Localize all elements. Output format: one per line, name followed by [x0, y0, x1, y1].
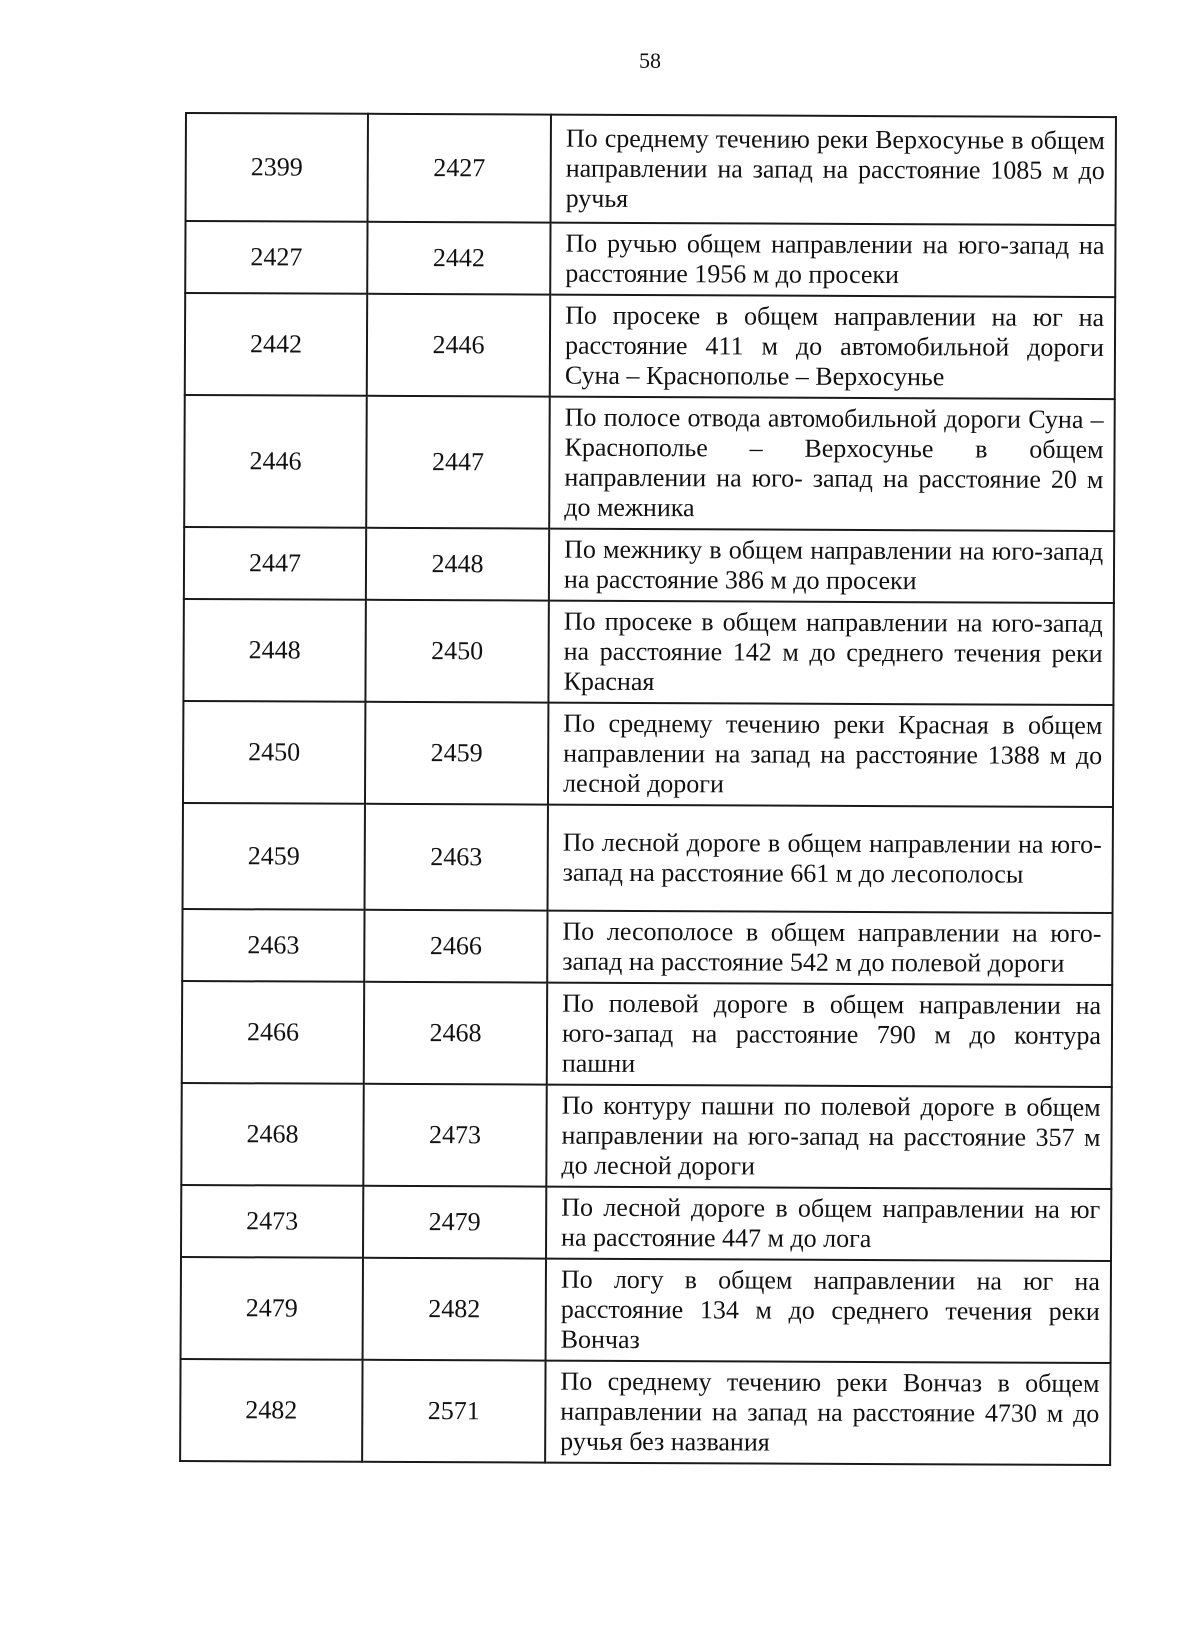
point-to-cell: 2459 — [365, 702, 548, 805]
point-to-cell: 2442 — [367, 222, 550, 295]
boundary-description-cell: По контуру пашни по полевой дороге в общем направлении на юго-запад на расстояние 357 м до лесной дороги — [546, 1085, 1111, 1189]
point-from-cell: 2479 — [181, 1257, 363, 1360]
point-to-cell: 2463 — [365, 804, 548, 911]
point-to-cell: 2427 — [368, 114, 551, 223]
point-to-cell: 2446 — [367, 294, 550, 397]
boundary-description-cell: По среднему течению реки Красная в общем направлении на запад на расстояние 1388 м до лесной дороги — [548, 703, 1113, 807]
boundary-description-cell: По полосе отвода автомобильной дороги Суна – Краснополье – Верхосунье в общем направлении на юго- запад на расстояние 20 м до межника — [549, 397, 1115, 531]
point-from-cell: 2482 — [180, 1359, 362, 1462]
table-row — [182, 981, 1112, 1087]
table-row — [183, 803, 1113, 913]
boundary-table — [179, 112, 1117, 1466]
boundary-description-cell: По среднему течению реки Вончаз в общем направлении на запад на расстояние 4730 м до ручья без названия — [545, 1361, 1110, 1465]
boundary-description-cell: По межнику в общем направлении на юго-запад на расстояние 386 м до просеки — [549, 529, 1114, 603]
table-row — [186, 113, 1116, 225]
point-from-cell: 2463 — [182, 909, 364, 982]
table-row — [184, 527, 1114, 603]
point-from-cell: 2468 — [181, 1083, 363, 1186]
boundary-description-cell: По просеке в общем направлении на юг на расстояние 411 м до автомобильной дороги Суна – Краснополье – Верхосунье — [550, 295, 1115, 399]
boundary-description-cell: По просеке в общем направлении на юго-запад на расстояние 142 м до среднего течения реки Красная — [548, 601, 1113, 705]
point-from-cell: 2448 — [183, 599, 365, 702]
table-row — [181, 1185, 1111, 1261]
point-to-cell: 2473 — [363, 1084, 546, 1187]
boundary-description-cell: По ручью общем направлении на юго-запад на расстояние 1956 м до просеки — [550, 223, 1115, 297]
point-from-cell: 2442 — [185, 293, 367, 396]
point-from-cell: 2447 — [184, 527, 366, 600]
table-row — [184, 395, 1115, 531]
table-row — [181, 1083, 1111, 1189]
table-row — [180, 1359, 1110, 1465]
point-from-cell: 2427 — [185, 221, 367, 294]
point-from-cell: 2450 — [183, 701, 365, 804]
table-row — [182, 909, 1112, 985]
point-to-cell: 2571 — [362, 1360, 545, 1463]
point-to-cell: 2468 — [364, 982, 547, 1085]
point-to-cell: 2447 — [366, 396, 550, 529]
point-to-cell: 2450 — [365, 600, 548, 703]
page-number: 58 — [639, 48, 661, 73]
point-to-cell: 2482 — [363, 1258, 546, 1361]
point-from-cell: 2459 — [183, 803, 365, 910]
point-from-cell: 2473 — [181, 1185, 363, 1258]
table-row — [181, 1257, 1111, 1363]
boundary-description-cell: По лесной дороге в общем направлении на юг на расстояние 447 м до лога — [546, 1187, 1111, 1261]
boundary-description-cell: По среднему течению реки Верхосунье в общем направлении на запад на расстояние 1085 м до ручья — [551, 115, 1116, 225]
table-row — [183, 599, 1113, 705]
point-to-cell: 2479 — [363, 1186, 546, 1259]
table-row — [185, 221, 1115, 297]
boundary-description-cell: По лесополосе в общем направлении на юго-запад на расстояние 542 м до полевой дороги — [547, 911, 1112, 985]
point-to-cell: 2466 — [364, 910, 547, 983]
table-row — [185, 293, 1115, 399]
point-from-cell: 2466 — [182, 981, 364, 1084]
boundary-table-container — [185, 112, 1115, 1462]
boundary-table-body — [180, 113, 1116, 1465]
boundary-description-cell: По лесной дороге в общем направлении на юго-запад на расстояние 661 м до лесополосы — [548, 805, 1113, 913]
table-row — [183, 701, 1113, 807]
point-from-cell: 2399 — [186, 113, 368, 222]
point-to-cell: 2448 — [366, 528, 549, 601]
boundary-description-cell: По полевой дороге в общем направлении на юго-запад на расстояние 790 м до контура пашни — [547, 983, 1112, 1087]
point-from-cell: 2446 — [184, 395, 367, 528]
boundary-description-cell: По логу в общем направлении на юг на расстояние 134 м до среднего течения реки Вончаз — [546, 1259, 1111, 1363]
